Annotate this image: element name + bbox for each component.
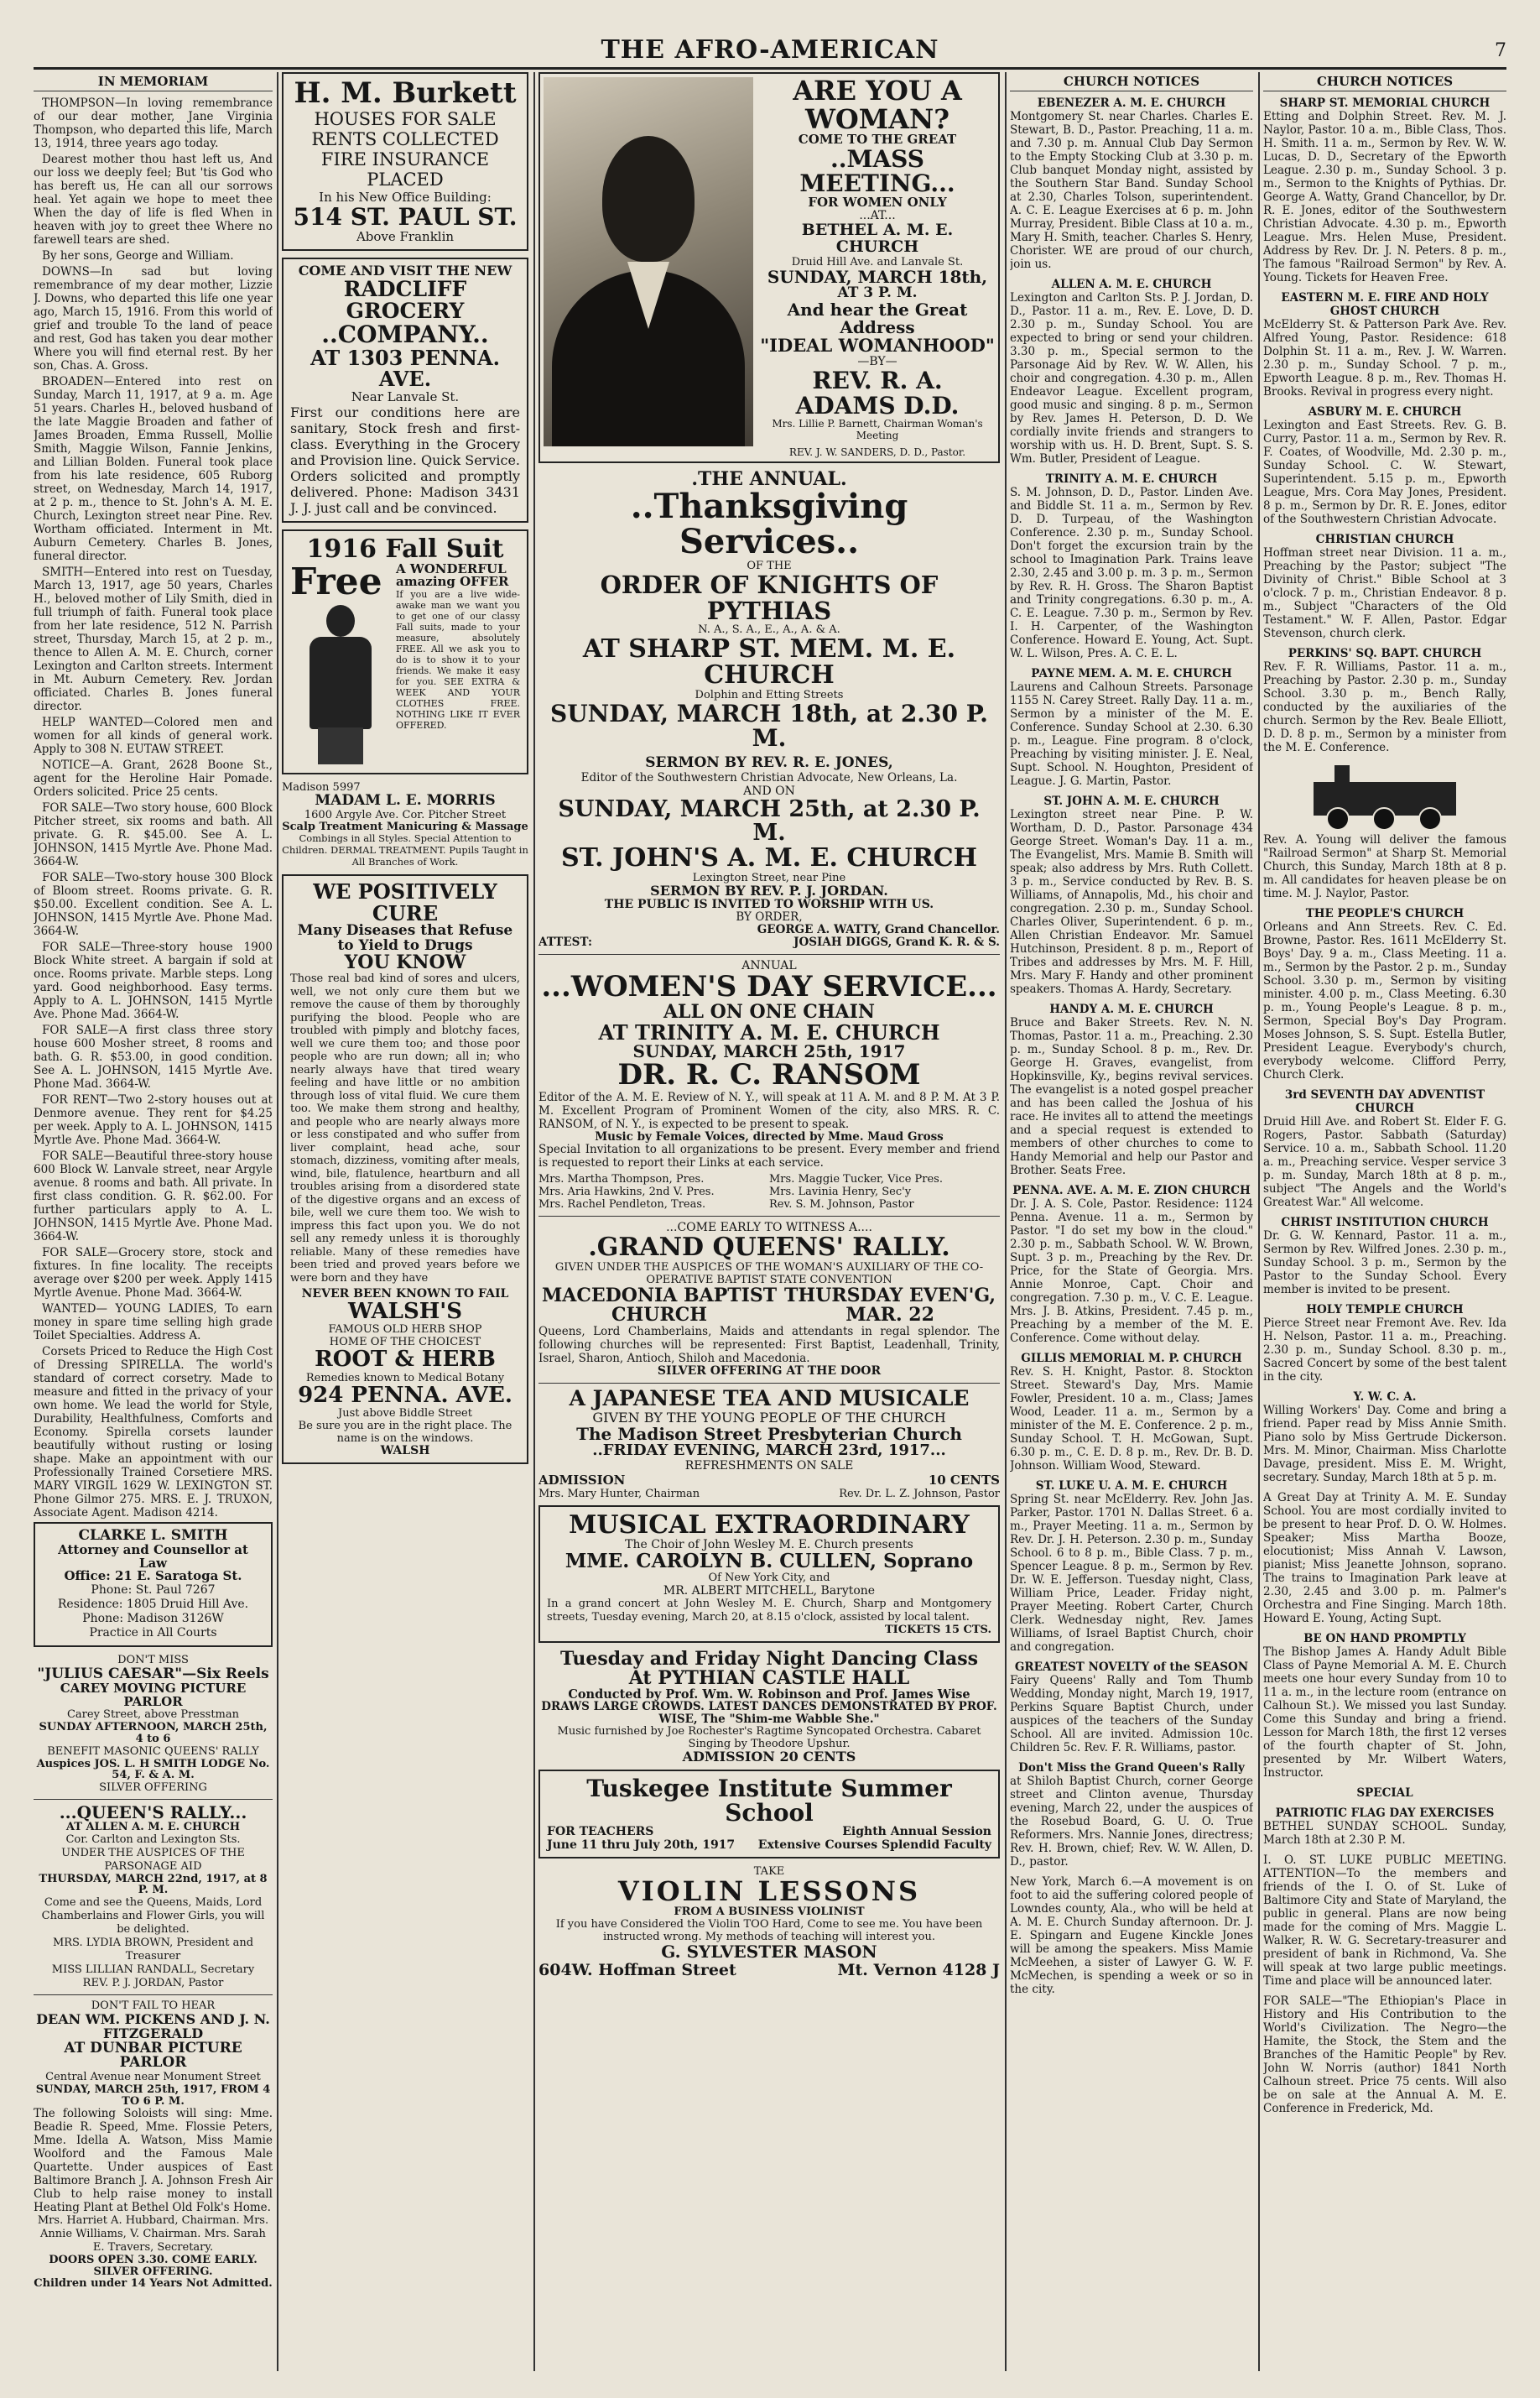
notice-title: PAYNE MEM. A. M. E. CHURCH <box>1031 667 1232 680</box>
suit-offer: A WONDERFUL amazing OFFER <box>396 560 509 590</box>
notice-body: Rev. F. R. Williams, Pastor. 11 a. m., Preaching by Pastor. 2.30 p. m., Sunday School. 3.30 p. m., Bench Rally, conducted by the auxiliaries of the church. Sermon by the Rev. Beale Elliott, D. D. 8 p. m., Sermon by a minister from the M. E. Conference. <box>1263 660 1506 754</box>
womens-music: Music by Female Voices, directed by Mme. Maud Gross <box>595 1130 944 1144</box>
dont-fail-label: DON'T FAIL TO HEAR <box>91 1999 216 2012</box>
notice-body: Lexington and East Streets. Rev. G. B. Curry, Pastor. 11 a. m., Sermon by Rev. R. F. Coates, of Woodville, Md. 2.30 p. m., Sunday School. C. W. Stewart, Superintendent. 5.15 p. m., Epworth League, Mrs. Cora May Jones, President. 8 p. m., Sermon by Dr. R. E. Jones, editor of the Southwestern Christian Advocate. <box>1263 419 1506 526</box>
walsh-address: 924 PENNA. AVE. <box>298 1382 512 1408</box>
suit-ad <box>282 529 528 774</box>
walsh-sure: Be sure you are in the right place. The name is on the windows. <box>298 1420 512 1446</box>
violin-name: G. SYLVESTER MASON <box>661 1941 877 1962</box>
violin-phone: Mt. Vernon 4128 J <box>837 1960 1000 1979</box>
church-notice <box>1263 1390 1506 1484</box>
thanks-by-order: BY ORDER, <box>736 910 803 925</box>
officer: Mrs. Rachel Pendleton, Treas. <box>538 1198 706 1212</box>
notice-title: PATRIOTIC FLAG DAY EXERCISES <box>1275 1806 1495 1820</box>
burkett-address: 514 ST. PAUL ST. <box>293 202 518 231</box>
suit-free: Free <box>290 560 382 603</box>
musical-soprano: MME. CAROLYN B. CULLEN, Soprano <box>564 1550 974 1573</box>
woman-speaker: REV. R. A. ADAMS D.D. <box>795 367 960 420</box>
violin-address: 604W. Hoffman Street <box>538 1960 736 1979</box>
classified-item: Corsets Priced to Reduce the High Cost of Dressing SPIRELLA. The world's standard of correct corsetry. Made to measure and fitted in the privacy of your own home. We lead the world for Style, Durability, Healthfulness, Comforts and Economy. Spirella corsets launder beautifully without rusting or losing shape. Make an appointment with our Professionally Trained Corsetiere MRS. MARY VIRGIL 1629 W. LEXINGTON ST. Phone Gilmor 275. MRS. E. J. TRUXON, Associate Agent. Madison 4214. <box>34 1345 273 1520</box>
notice-body: Dr. G. W. Kennard, Pastor. 11 a. m., Sermon by Rev. Wilfred Jones. 2.30 p. m., Sunday School. 3 p. m., Sermon by the Pastor to the Sunday School. Every member is invited to be present. <box>1263 1229 1506 1296</box>
womens-date: SUNDAY, MARCH 25th, 1917 <box>632 1041 906 1062</box>
cure-never-fail: NEVER BEEN KNOWN TO FAIL <box>301 1287 509 1301</box>
woman-mass-meeting: ..MASS MEETING... <box>799 144 955 198</box>
notice-title: Y. W. C. A. <box>1353 1390 1417 1404</box>
lawyer-practice: Practice in All Courts <box>89 1626 217 1640</box>
lawyer-name: CLARKE L. SMITH <box>78 1527 228 1544</box>
carey-address: Carey Street, above Presstman <box>66 1708 240 1722</box>
queens-rally-ad <box>538 1221 1000 1377</box>
thanks-abbr: N. A., S. A., E., A., A. & A. <box>698 623 840 636</box>
caesar-title: "JULIUS CAESAR"—Six Reels <box>37 1666 269 1683</box>
church-notice <box>1263 647 1506 754</box>
thanks-and-on: AND ON <box>743 784 795 798</box>
womens-special: Special Invitation to all organizations to be present. Every member and friend is requested to report their Links at each service. <box>538 1143 1000 1170</box>
notice-body: Rev. S. H. Knight, Pastor. 8. Stockton Street. Steward's Day, Mrs. Mamie Fowler, President. 10 a. m., Class; James Wood, Leader. 11 a. m., Sermon by a minister of the M. E. Conference. 2 p. m., Sunday School. T. H. McGowan, Supt. 6.30 p. m., C. E. D. 8 p. m., Rev. Dr. B. D. Johnson. William Wood, Steward. <box>1010 1365 1253 1473</box>
musical-body: In a grand concert at John Wesley M. E. Church, Sharp and Montgomery streets, Tuesday evening, March 20, at 8.15 o'clock, assisted by local talent. <box>547 1598 991 1624</box>
notice-body: I. O. ST. LUKE PUBLIC MEETING. ATTENTION—To the members and friends of the I. O. of St. Luke of Baltimore City and State of Maryland, the public in general. Plans are now being made for the coming of Mrs. Maggie L. Walker, R. W. G. Secretary-treasurer and president of bank in Richmond, Va. She will speak at two large public meetings. Time and place will be announced later. <box>1263 1853 1506 1988</box>
tea-price: 10 CENTS <box>928 1472 1000 1488</box>
queens-silver: SILVER OFFERING AT THE DOOR <box>657 1363 882 1378</box>
musical-ad <box>538 1505 1000 1643</box>
thanks-title: ..Thanksgiving Services.. <box>630 487 908 562</box>
section-header-church-2: CHURCH NOTICES <box>1263 72 1506 91</box>
burkett-houses: HOUSES FOR SALE <box>314 108 497 129</box>
notice-title: SPECIAL <box>1356 1786 1413 1800</box>
woman-by: —BY— <box>857 355 897 369</box>
notice-body: Rev. A. Young will deliver the famous "Railroad Sermon" at Sharp St. Memorial Church, this Sunday, March 18th at 8 p. m. All candidates for heaven please be on time. M. J. Naylor, Pastor. <box>1263 833 1506 900</box>
officer: Mrs. Martha Thompson, Pres. <box>538 1173 705 1186</box>
woman-address: Druid Hill Ave. and Lanvale St. <box>791 256 964 269</box>
dunbar-sig: Mrs. Harriet A. Hubbard, Chairman. Mrs. Annie Williams, V. Chairman. Mrs. Sarah E. Travers, Secretary. <box>37 2214 269 2255</box>
notice-body: Lexington and Carlton Sts. P. J. Jordan, D. D., Pastor. 11 a. m., Rev. E. Love, D. D. 2.30 p. m., Sunday School. You are expected to bring or send your children. 3.30 p. m., Special sermon to the Parsonage Aid by Rev. W. W. Allen, his choir and congregation. 4.30 p. m., Allen Endeavor League. Excellent program, good music and singing. 8 p. m., Sermon by Rev. James H. Peterson, D. D. We cordially invite friends and strangers to worship with us. H. D. Brent, Supt. S. S. Wm. Butler, President of League. <box>1010 291 1253 466</box>
thanks-order: ORDER OF KNIGHTS OF PYTHIAS <box>600 571 939 625</box>
grocery-body: First our conditions here are sanitary, Stock fresh and first-class. Everything in the Grocery and Provision line. Quick Service. Orders solicited and promptly delivered. Phone: Madison 3431 J. J. just call and be convinced. <box>290 404 520 517</box>
church-notices-list <box>1010 96 1253 1996</box>
notice-title: ST. JOHN A. M. E. CHURCH <box>1043 795 1220 808</box>
classified-item: SMITH—Entered into rest on Tuesday, March 13, 1917, age 50 years, Charles H., beloved mother of Lily Smith, died in full triumph of faith. Funeral took place from her late residence, 512 N. Parrish street, Thursday, March 15, at 2 p. m., thence to Allen A. M. E. Church, corner Lexington and Carlton streets. Interment in Mt. Auburn Cemetery. Rev. Jordan officiated. Charles B. Jones funeral director. <box>34 566 273 713</box>
officer: Mrs. Aria Hawkins, 2nd V. Pres. <box>538 1186 715 1199</box>
notice-body: Willing Workers' Day. Come and bring a friend. Paper read by Miss Annie Smith. Piano solo by Miss Gertrude Dickerson. Mrs. M. Minor, Chairman. Miss Charlotte Davage, president. Miss E. M. Wright, secretary. Sunday, March 18th at 5 p. m. <box>1263 1404 1506 1484</box>
classified-item: NOTICE—A. Grant, 2628 Boone St., agent for the Heroline Hair Pomade. Orders solicited. Price 25 cents. <box>34 758 273 799</box>
church-notice <box>1010 795 1253 996</box>
womens-body: Editor of the A. M. E. Review of N. Y., will speak at 11 A. M. and 8 P. M. At 3 P. M. Excellent Program of Prominent Women of the city, also MRS. R. C. RANSOM, of N. Y., is expected to be present to speak. <box>538 1091 1000 1132</box>
section-header-church: CHURCH NOTICES <box>1010 72 1253 91</box>
church-notice <box>1263 907 1506 1082</box>
classified-item: FOR RENT—Two 2-story houses out at Denmore avenue. They rent for $4.25 per week. Apply to A. L. JOHNSON, 1415 Myrtle Ave. Phone Mad. 3664-W. <box>34 1093 273 1147</box>
womens-speaker: DR. R. C. RANSOM <box>617 1058 921 1092</box>
lawyer-residence: Residence: 1805 Druid Hill Ave. <box>57 1598 249 1612</box>
church-notice <box>1010 1761 1253 1869</box>
tea-given: GIVEN BY THE YOUNG PEOPLE OF THE CHURCH <box>592 1409 946 1426</box>
lawyer-title: Attorney and Counsellor at Law <box>58 1541 248 1571</box>
queens-rally-body: Come and see the Queens, Maids, Lord Chamberlains and Flower Girls, you will be delighted. <box>41 1895 265 1936</box>
tea-refreshments: REFRESHMENTS ON SALE <box>684 1458 854 1473</box>
notice-body: Etting and Dolphin Street. Rev. M. J. Naylor, Pastor. 10 a. m., Bible Class, Thos. H. Smith. 11 a. m., Sermon by Rev. W. W. Lucas, D. D., Secretary of the Epworth League. 2.30 p. m., Sunday School. 3 p. m., Sermon to the Knights of Pythias. Dr. George A. Watty, Grand Chancellor, by Dr. R. E. Jones, editor of the Southwestern Christian Advocate. 4.30 p. m., Epworth League. Mrs. Helen Muse, President. Address by Rev. Dr. J. N. Peters. 8 p. m., The famous "Railroad Sermon" by Rev. A. Young. Tickets for Heaven Free. <box>1263 110 1506 284</box>
speaker-portrait <box>544 77 753 446</box>
notice-body: Fairy Queens' Rally and Tom Thumb Wedding, Monday night, March 19, 1917, Perkins Square Baptist Church, under auspices of the teachers of the Sunday School. All are invited. Admission 10c. Children 5c. Rev. F. R. Williams, pastor. <box>1010 1674 1253 1754</box>
masthead <box>34 34 1506 70</box>
notice-body: Pierce Street near Fremont Ave. Rev. Ida H. Nelson, Pastor. 11 a. m., Preaching. 2.30 p. m., Sunday School. 8.30 p. m., Sacred Concert by some of the best talent in the city. <box>1263 1316 1506 1384</box>
church-notice <box>1010 667 1253 788</box>
church-notice <box>1010 96 1253 271</box>
thanks-public: THE PUBLIC IS INVITED TO WORSHIP WITH US. <box>604 897 934 911</box>
queens-rally-date: THURSDAY, MARCH 22nd, 1917, at 8 P. M. <box>39 1872 268 1897</box>
church-notice <box>1010 1003 1253 1177</box>
classified-list <box>34 96 273 1520</box>
tuskegee-courses: Extensive Courses Splendid Faculty <box>757 1838 991 1853</box>
church-notice <box>1263 1303 1506 1384</box>
womens-chain: ALL ON ONE CHAIN <box>663 1001 876 1024</box>
suit-title: 1916 Fall Suit <box>306 534 504 565</box>
woman-only: FOR WOMEN ONLY <box>808 194 947 210</box>
musical-choir: The Choir of John Wesley M. E. Church presents <box>625 1538 913 1552</box>
church-notice <box>1010 1184 1253 1345</box>
queens-title: .GRAND QUEENS' RALLY. <box>588 1233 950 1263</box>
notice-title: EASTERN M. E. FIRE AND HOLY GHOST CHURCH <box>1281 291 1489 318</box>
church-notice <box>1263 1491 1506 1625</box>
officer: Mrs. Maggie Tucker, Vice Pres. <box>769 1173 943 1186</box>
womens-church: AT TRINITY A. M. E. CHURCH <box>598 1020 940 1045</box>
dance-draws: DRAWS LARGE CROWDS. LATEST DANCES DEMONSTRATED BY PROF. WISE, The "Shim-me Wabble She." <box>541 1700 997 1726</box>
dunbar-body: The following Soloists will sing: Mme. Beadie R. Speed, Mme. Flossie Peters, Mme. Idella A. Watson, Miss Mamie Woolford and the Famous Male Quartette. Under auspices of East Baltimore Branch J. A. Johnson Fresh Air Club to help raise money to install Heating Plant at Bethel Old Folk's Home. <box>34 2107 273 2215</box>
carey-date: SUNDAY AFTERNOON, MARCH 25th, 4 to 6 <box>39 1721 268 1746</box>
violin-title: VIOLIN LESSONS <box>617 1875 921 1908</box>
queens-rally-auspices: UNDER THE AUSPICES OF THE PARSONAGE AID <box>61 1846 245 1873</box>
notice-body: Dr. J. A. S. Cole, Pastor. Residence: 1124 Penna. Avenue. 11 a. m., Sermon by Pastor. "I do set my bow in the cloud." 2.30 p. m., Sabbath School. W. W. Brown, Supt. 3 p. m., Preaching by the Rev. Dr. Price, for the State of Georgia. Mrs. Annie Monroe, Capt. Choir and congregation. 7.30 p. m., V. C. E. League. Mrs. J. B. Atkins, President. 7.45 p. m., Preaching by a member of the M. E. Conference. Come without delay. <box>1010 1197 1253 1345</box>
church-notices-list-2 <box>1263 96 1506 2115</box>
suit-body: If you are a live wide-awake man we want you to get one of our classy Fall suits, made to your measure, absolutely FREE. All we ask you to do is to show it to your friends. We make it easy for you. SEE EXTRA & WEEK AND YOUR CLOTHES FREE. NOTHING LIKE IT EVER OFFERED. <box>396 589 520 732</box>
thanks-sig2: JOSIAH DIGGS, Grand K. R. & S. <box>793 936 1000 950</box>
tea-admission: ADMISSION <box>538 1472 626 1488</box>
burkett-above: Above Franklin <box>356 229 455 245</box>
thanks-attest: ATTEST: <box>538 936 592 950</box>
carey-parlor: CAREY MOVING PICTURE PARLOR <box>60 1680 247 1709</box>
walsh-home: HOME OF THE CHOICEST <box>329 1336 481 1349</box>
notice-body: Hoffman street near Division. 11 a. m., Preaching by the Pastor; subject "The Divinity of Christ." Bible School at 3 o'clock. 7 p. m., Christian Endeavor. 8 p. m., Subject "Characters of the Old Testament." W. F. Allen, Pastor. Edgar Stevenson, church clerk. <box>1263 546 1506 640</box>
thanks-church: AT SHARP ST. MEM. M. E. CHURCH <box>582 633 956 691</box>
tuskegee-teachers: FOR TEACHERS <box>547 1825 654 1839</box>
thanks-sermon2: SERMON BY REV. P. J. JORDAN. <box>650 882 888 899</box>
notice-body: Montgomery St. near Charles. Charles E. Stewart, B. D., Pastor. Preaching, 11 a. m. and 7.30 p. m. Annual Club Day Sermon to the Empty Stocking Club at 3.30 p. m. Club banquet Monday night, assisted by the Southern Star Band. Sunday School at 2.30, Charles Tolson, superintendent. A. C. E. League Exercises at 6 p. m. John Murray, President. Bible Class at 10 a. m., Mary H. Smith, teacher. Charles S. Henry, Chorister. WE are proud of our church, join us. <box>1010 110 1253 271</box>
walsh-name: WALSH'S <box>347 1299 463 1325</box>
queens-church: MACEDONIA BAPTIST CHURCH <box>541 1284 778 1326</box>
woman-date: SUNDAY, MARCH 18th, <box>767 267 988 288</box>
burkett-ad <box>282 72 528 251</box>
carey-benefit: BENEFIT MASONIC QUEENS' RALLY <box>47 1744 259 1758</box>
grocery-visit: COME AND VISIT THE NEW <box>298 263 512 279</box>
classified-item: HELP WANTED—Colored men and women for all kinds of general work. Apply to 308 N. EUTAW STREET. <box>34 716 273 756</box>
notice-title: ST. LUKE U. A. M. E. CHURCH <box>1035 1479 1228 1493</box>
notice-body: The Bishop James A. Handy Adult Bible Class of Payne Memorial A. M. E. Church meets one hour every Sunday from 10 to 11 a. m., in the lecture room (entrance on Calhoun St.). We missed you last Sunday. Come this Sunday and bring a friend. Lesson for March 18th, the first 12 verses of the fourth chapter of St. John, presented by Mr. Wilbert Waters, Instructor. <box>1263 1645 1506 1780</box>
church-notice <box>1263 833 1506 900</box>
queens-rally-corner: Cor. Carlton and Lexington Sts. <box>65 1832 241 1846</box>
officer: Rev. S. M. Johnson, Pastor <box>769 1198 914 1212</box>
lawyer-office: Office: 21 E. Saratoga St. <box>64 1568 242 1584</box>
grocery-ad <box>282 258 528 523</box>
dunbar-parlor: AT DUNBAR PICTURE PARLOR <box>64 2039 242 2072</box>
classified-item: DOWNS—In sad but loving remembrance of my dear mother, Lizzie J. Downs, who departed this life one year ago, March 15, 1916. From this world of grief and trouble To the land of peace and rest, God has taken you dear mother Where you will find eternal rest. By her son, Chas. A. Gross. <box>34 265 273 373</box>
column-church-notices-1 <box>1010 72 1253 2371</box>
notice-title: THE PEOPLE'S CHURCH <box>1305 907 1465 920</box>
officer: Mrs. Lavinia Henry, Sec'y <box>769 1186 912 1199</box>
lawyer-ad <box>34 1522 273 1647</box>
cure-title: WE POSITIVELY CURE <box>313 879 497 925</box>
notice-title: BE ON HAND PROMPTLY <box>1303 1632 1466 1645</box>
dunbar-children: Children under 14 Years Not Admitted. <box>34 2276 273 2290</box>
violin-body: If you have Considered the Violin TOO Hard, Come to see me. You have been instructed wrong. My methods of teaching will interest you. <box>555 1917 983 1943</box>
woman-pastor: REV. J. W. SANDERS, D. D., Pastor. <box>788 446 966 459</box>
tuskegee-title: Tuskegee Institute Summer School <box>586 1774 952 1827</box>
column-rule <box>277 72 278 2371</box>
classified-item: FOR SALE—Grocery store, stock and fixtures. In fine locality. The receipts average over $200 per week. Apply 1415 Myrtle Avenue. Phone Mad. 3664-W. <box>34 1246 273 1300</box>
notice-body: at Shiloh Baptist Church, corner George street and Clinton avenue, Thursday evening, March 22, under the auspices of the Rosebud Board, G. U. O. True Reformers. Mrs. Nannie Jones, directress; Rev. H. Brown, chief; Rev. W. W. Allen, D. D., pastor. <box>1010 1775 1253 1869</box>
woman-title: ARE YOU A WOMAN? <box>793 75 962 135</box>
portrait-photo <box>544 77 753 458</box>
morris-services: Scalp Treatment Manicuring & Massage <box>282 820 528 833</box>
column-rule <box>1258 72 1260 2371</box>
church-notice <box>1010 472 1253 660</box>
morris-ad <box>282 781 528 868</box>
church-notice <box>1010 1479 1253 1654</box>
morris-details: Combings in all Styles. Special Attention to Children. DERMAL TREATMENT. Pupils Taught in All Branches of Work. <box>282 832 528 868</box>
japanese-tea-ad <box>538 1385 1000 1500</box>
classified-item: Dearest mother thou hast left us, And our loss we deeply feel; But 'tis God who has bereft us, He can all our sorrows heal. Yet again we hope to meet thee When the day of life is fled When in heaven with joy to greet thee Where no farewell tears are shed. <box>34 153 273 247</box>
notice-title: HOLY TEMPLE CHURCH <box>1306 1303 1464 1316</box>
classified-item: FOR SALE—Two-story house 300 Block of Bloom street. Rooms private. G. R. $50.00. Excellent condition. See A. L. JOHNSON, 1415 Myrtle Ave. Phone Mad. 3664-W. <box>34 871 273 938</box>
walsh-remedies: Remedies known to Medical Botany <box>305 1371 505 1384</box>
dance-music: Music furnished by Joe Rochester's Ragtime Syncopated Orchestra. Cabaret Singing by Theodore Upshur. <box>557 1724 981 1750</box>
queens-rally-church: AT ALLEN A. M. E. CHURCH <box>65 1821 241 1833</box>
musical-title: MUSICAL EXTRAORDINARY <box>569 1509 970 1540</box>
queens-come-early: ...COME EARLY TO WITNESS A.... <box>666 1221 872 1235</box>
locomotive-illustration <box>1288 761 1481 828</box>
thanks-editor: Editor of the Southwestern Christian Advocate, New Orleans, La. <box>580 770 958 785</box>
morris-name: MADAM L. E. MORRIS <box>315 791 496 809</box>
page-number: 7 <box>1495 40 1506 61</box>
tea-date: ..FRIDAY EVENING, MARCH 23rd, 1917... <box>592 1441 946 1459</box>
notice-title: ALLEN A. M. E. CHURCH <box>1051 278 1212 291</box>
classified-item: FOR SALE—Beautiful three-story house 600 Block W. Lanvale street, near Argyle avenue. 8 rooms and bath. All private. In first class condition. G. R. $62.00. For further particulars apply to A. L. JOHNSON, 1415 Myrtle Ave. Phone Mad. 3664-W. <box>34 1149 273 1243</box>
classified-item: THOMPSON—In loving remembrance of our dear mother, Jane Virginia Thompson, who departed this life, March 13, 1914, three years ago today. <box>34 96 273 150</box>
notice-title: ASBURY M. E. CHURCH <box>1308 405 1462 419</box>
womens-day-ad <box>538 959 1000 1211</box>
thanksgiving-ad <box>538 470 1000 949</box>
musical-barytone: MR. ALBERT MITCHELL, Barytone <box>663 1584 876 1598</box>
queens-date: THURSDAY EVEN'G, MAR. 22 <box>784 1284 996 1326</box>
church-notice <box>1010 1660 1253 1754</box>
thanks-church2: ST. JOHN'S A. M. E. CHURCH <box>561 843 977 873</box>
walsh-above: Just above Biddle Street <box>338 1407 472 1421</box>
classified-item: FOR SALE—Two story house, 600 Block Pitcher street, six rooms and bath. All private. G. R. $45.00. See A. L. JOHNSON, 1415 Myrtle Ave. Phone Mad. 3664-W. <box>34 801 273 868</box>
column-rule <box>533 72 535 2371</box>
cure-subtitle: Many Diseases that Refuse to Yield to Drugs <box>297 921 513 954</box>
womens-title: ...WOMEN'S DAY SERVICE... <box>541 970 997 1004</box>
notice-title: EBENEZER A. M. E. CHURCH <box>1037 96 1226 110</box>
queens-auspices: GIVEN UNDER THE AUSPICES OF THE WOMAN'S AUXILIARY OF THE CO-OPERATIVE BAPTIST STATE CONVENTION <box>554 1260 984 1286</box>
dance-conducted: Conducted by Prof. Wm. W. Robinson and Prof. James Wise <box>568 1687 970 1702</box>
woman-chairman: Mrs. Lillie P. Barnett, Chairman Woman's Meeting <box>772 418 983 442</box>
church-notice <box>1263 96 1506 284</box>
notice-body: Laurens and Calhoun Streets. Parsonage 1155 N. Carey Street. Rally Day. 11 a. m., Sermon by a minister of the M. E. Conference. Sunday School at 2.30. 6.30 p. m., League. Fine program. 8 o'clock, Preaching by visiting minister. J. E. Neal, Supt. School. N. Houghton, President of League. J. G. Martin, Pastor. <box>1010 680 1253 788</box>
morris-phone: Madison 5997 <box>282 780 361 794</box>
church-notice <box>1263 1216 1506 1296</box>
tea-chairman: Mrs. Mary Hunter, Chairman <box>538 1487 700 1500</box>
notice-title: PERKINS' SQ. BAPT. CHURCH <box>1288 647 1482 660</box>
morris-address: 1600 Argyle Ave. Cor. Pitcher Street <box>304 808 507 821</box>
carey-silver: SILVER OFFERING <box>99 1781 207 1794</box>
queens-rally-sig1: MRS. LYDIA BROWN, President and Treasurer <box>52 1936 254 1963</box>
section-header-memoriam: IN MEMORIAM <box>34 72 273 91</box>
church-notice <box>1010 1875 1253 1996</box>
queens-rally-pastor: REV. P. J. JORDAN, Pastor <box>82 1976 224 1989</box>
notice-body: Orleans and Ann Streets. Rev. C. Ed. Browne, Pastor. Res. 1611 McElderry St. Boys' Day. 9 a. m., Class Meeting. 11 a. m., Sermon by the Pastor. 2 p. m., Sunday School. 3.30 p. m., Sermon by visiting minister. 4.00 p. m., Class Meeting. 6.30 p. m., Young People's League. 8 p. m., Sermon, Special Boy's Day Program. Moses Johnson, S. S. Supt. Estella Butler, President League. Everybody's church, everybody welcome. Clifford Perry, Church Clerk. <box>1263 920 1506 1082</box>
column-memoriam <box>34 72 273 2371</box>
tea-title: A JAPANESE TEA AND MUSICALE <box>569 1385 970 1410</box>
dunbar-doors: DOORS OPEN 3.30. COME EARLY. SILVER OFFERING. <box>49 2254 258 2279</box>
classified-item: By her sons, George and William. <box>42 249 234 263</box>
walsh-signature: WALSH <box>380 1444 430 1458</box>
grocery-company: ..COMPANY.. <box>321 321 489 349</box>
woman-time: AT 3 P. M. <box>837 284 918 302</box>
woman-hear: And hear the Great Address <box>787 300 968 338</box>
thanks-date: SUNDAY, MARCH 18th, at 2.30 P. M. <box>550 699 988 753</box>
burkett-office: In his New Office Building: <box>319 189 492 205</box>
thanks-streets: Dolphin and Etting Streets <box>695 688 844 701</box>
notice-body: A Great Day at Trinity A. M. E. Sunday School. You are most cordially invited to be present to hear Prof. D. O. W. Holmes. Speaker; Miss Martha Booze, elocutionist; Miss Annah V. Lawson, pianist; Miss Jeanette Johnson, soprano. The trains to Imagination Park leave at 2.30, 2.45 and 3.00 p. m. Palmer's Orchestra and Fine Singing. March 18th. Howard E. Young, Acting Supt. <box>1263 1491 1506 1625</box>
notice-body: FOR SALE—"The Ethiopian's Place in History and His Contribution to the World's Civilization. The Negro—the Hamite, the Stock, the Stem and the Branches of the Hamitic People" by Rev. John W. Norris (author) 1841 North Calhoun street. Price 75 cents. Will also be on sale at the Annual A. M. E. Conference in Frederick, Md. <box>1263 1994 1506 2115</box>
church-notice <box>1263 405 1506 526</box>
woman-topic: "IDEAL WOMANHOOD" <box>760 335 995 357</box>
classified-item: BROADEN—Entered into rest on Sunday, March 11, 1917, at 9 a. m. Age 51 years. Charles H., beloved husband of the late Maggie Broaden and father of James Broaden, Emma Russell, Mollie Smith, Maggie Wilson, Fannie Jenkins, and Lillian Bolden. Funeral took place from his late residence, 605 Ruborg street, on Wednesday, March 14, 1917, at 2 p. m., thence to St. John's A. M. E. Church, Lexington street near Pine. Rev. Wortham officiated. Interment in Mt. Auburn Cemetery. Charles B. Jones, funeral director. <box>34 375 273 563</box>
notice-title: PENNA. AVE. A. M. E. ZION CHURCH <box>1012 1184 1251 1197</box>
musical-of: Of New York City, and <box>708 1572 830 1585</box>
tuskegee-session: Eighth Annual Session <box>842 1825 991 1839</box>
woman-meeting-ad <box>538 72 1000 463</box>
notice-body: S. M. Johnson, D. D., Pastor. Linden Ave. and Biddle St. 11 a. m., Sermon by Rev. D. D. Turpeau, of the Washington Conference. 2.30 p. m., Sunday School. Don't forget the excursion train by the school to Imagination Park. Trains leave 2.30, 2.45 and 3.00 p. m. 3 p. m., Sermon by Rev. R. H. Gross. The Sharon Baptist and Trinity congregations. 6.30 p. m., A. C. E. League. 7.30 p. m., Sermon by Rev. I. H. Carpenter, of the Washington Conference. Howard E. Young, Act. Supt. W. L. Wilson, Pres. A. C. E. L. <box>1010 486 1253 660</box>
womens-officers <box>538 1173 1000 1211</box>
thanks-date2: SUNDAY, MARCH 25th, at 2.30 P. M. <box>558 795 981 846</box>
woman-come: COME TO THE GREAT <box>798 132 957 148</box>
church-notice <box>1010 1352 1253 1473</box>
burkett-insurance: FIRE INSURANCE PLACED <box>320 149 490 190</box>
dont-miss-label: DON'T MISS <box>117 1654 189 1667</box>
queens-rally-sig2: MISS LILLIAN RANDALL, Secretary <box>51 1963 255 1976</box>
notice-body: Druid Hill Ave. and Robert St. Elder F. G. Rogers, Pastor. Sabbath (Saturday) Service. 10 a. m., Sabbath School. 11.20 a. m., Preaching service. Vesper service 3 p. m. Sunday, March 18th at 8 p. m., subject "The Angels and the World's Greatest War." All welcome. <box>1263 1115 1506 1209</box>
notice-title: HANDY A. M. E. CHURCH <box>1049 1003 1214 1016</box>
dance-title: Tuesday and Friday Night Dancing Class <box>559 1648 979 1671</box>
notice-title: CHRISTIAN CHURCH <box>1315 533 1454 546</box>
notice-title: SHARP ST. MEMORIAL CHURCH <box>1279 96 1491 110</box>
church-notice <box>1263 1088 1506 1209</box>
violin-from: FROM A BUSINESS VIOLINIST <box>674 1905 865 1918</box>
church-notice <box>1263 1806 1506 1847</box>
church-notice <box>1263 1994 1506 2115</box>
thanks-sermon: SERMON BY REV. R. E. JONES, <box>645 753 893 771</box>
violin-take: TAKE <box>753 1865 785 1879</box>
musical-tickets: TICKETS 15 CTS. <box>885 1624 991 1637</box>
grocery-name: RADCLIFF GROCERY <box>343 276 467 324</box>
lawyer-phone: Phone: St. Paul 7267 <box>91 1583 216 1598</box>
church-notice <box>1263 1853 1506 1988</box>
dunbar-address: Central Avenue near Monument Street <box>45 2071 261 2084</box>
column-ads <box>282 72 528 2371</box>
burkett-name: H. M. Burkett <box>294 76 517 110</box>
woman-at: ...AT... <box>859 209 896 223</box>
thanks-streets2: Lexington Street, near Pine <box>692 871 846 884</box>
carey-auspices: Auspices JOS. L. H SMITH LODGE No. 54, F. & A. M. <box>36 1757 270 1782</box>
womens-annual: ANNUAL <box>741 959 797 973</box>
church-notice <box>1010 278 1253 466</box>
column-center <box>538 72 1000 2371</box>
classified-item: FOR SALE—Three-story house 1900 Block White street. A bargain if sold at once. Rooms private. Marble steps. Long yard. Good neighborhood. Easy terms. Apply to A. L. JOHNSON, 1415 Myrtle Ave. Phone Mad. 3664-W. <box>34 941 273 1021</box>
notice-title: GREATEST NOVELTY of the SEASON <box>1014 1660 1249 1674</box>
notice-title: GILLIS MEMORIAL M. P. CHURCH <box>1021 1352 1242 1365</box>
cure-body: Those real bad kind of sores and ulcers, well, we not only cure them but we remove the cause of them by thoroughly purifying the blood. People who are troubled with pimply and blotchy faces, well we cure them too; and those poor people who are run down; all in; who nearly always have that tired weary feeling and have little or no ambition through loss of vital fluid. We cure them too. We make them strong and healthy, and people who are nearly always more or less constipated and who suffer from liver complaint, head ache, sour stomach, dizziness, vomiting after meals, wind, bile, flatulence, heartburn and all troubles arising from a disordered state of the digestive organs and an excess of bile, well we cure them too. We wish to impress this fact upon you. We do not sell any remedy unless it is thoroughly reliable. Many of these remedies have been tried and proved years before we were born and they have <box>290 972 520 1285</box>
notice-body: Lexington street near Pine. P. W. Wortham, D. D., Pastor. Parsonage 434 George Street. Woman's Day. 11 a. m., The Evangelist, Mrs. Mamie B. Smith will speak; also address by Mrs. Ruth Collett. 3 p. m., Service conducted by Rev. B. S. Williams, of Annapolis, Md., his choir and congregation. 2.30 p. m., Sunday School. Charles Oliver, Superintendent. 6 p. m., Allen Christian Endeavor. Mr. Samuel Hutchinson, President. 8 p. m., Report of Tribes and addresses by Mrs. M. F. Hill, Mrs. Mary F. Handy and other prominent speakers. Thomas A. Hardy, Secretary. <box>1010 808 1253 996</box>
violin-ad <box>538 1865 1000 1978</box>
church-notice <box>1263 1632 1506 1780</box>
walsh-famous: FAMOUS OLD HERB SHOP <box>328 1323 482 1337</box>
notice-body: Bruce and Baker Streets. Rev. N. N. Thomas, Pastor. 11 a. m., Preaching. 2.30 p. m., Sunday School. 8 p. m., Rev. Dr. George H. Graves, evangelist, from Hopkinsville, Ky., begins revival services. The evangelist is a noted gospel preacher and has been called the Joshua of his race. He invites all to attend the meetings and a special request is extended to members of other churches to come to Handy Memorial and help our Pastor and Brother. Seats Free. <box>1010 1016 1253 1177</box>
woman-church: BETHEL A. M. E. CHURCH <box>801 221 954 257</box>
queens-rally-title: ...QUEEN'S RALLY... <box>59 1802 247 1822</box>
column-rule <box>1005 72 1007 2371</box>
thanks-sig1: GEORGE A. WATTY, Grand Chancellor. <box>757 923 1000 937</box>
burkett-rents: RENTS COLLECTED <box>311 128 499 149</box>
dance-class-ad <box>538 1650 1000 1765</box>
dunbar-date: SUNDAY, MARCH 25th, 1917, FROM 4 TO 6 P. M. <box>35 2083 271 2108</box>
tuskegee-ad <box>538 1770 1000 1859</box>
notice-title: 3rd SEVENTH DAY ADVENTIST CHURCH <box>1284 1088 1485 1115</box>
church-notice <box>1263 1786 1506 1800</box>
tuskegee-dates: June 11 thru July 20th, 1917 <box>547 1838 736 1853</box>
queens-body: Queens, Lord Chamberlains, Maids and attendants in regal splendor. The following churches will be represented: First Baptist, Leadenhall, Trinity, Israel, Sharon, Antioch, Shiloh and Macedonia. <box>538 1324 1000 1365</box>
church-notice <box>1263 533 1506 640</box>
notice-title: CHRIST INSTITUTION CHURCH <box>1281 1216 1489 1229</box>
dance-admission: ADMISSION 20 CENTS <box>682 1748 856 1765</box>
dean-pickens: DEAN WM. PICKENS AND J. N. FITZGERALD <box>36 2010 270 2041</box>
cure-you-know: YOU KNOW <box>344 951 466 974</box>
notice-body: McElderry St. & Patterson Park Ave. Rev. Alfred Young, Pastor. Residence: 618 Dolphin St. 11 a. m., Rev. J. W. Warren. 2.30 p. m., Sunday School. 7 p. m., Epworth League. 8 p. m., Rev. Thomas H. Brooks. Revival in progress every night. <box>1263 318 1506 399</box>
paper-title: THE AFRO-AMERICAN <box>601 35 939 65</box>
church-notice <box>1263 291 1506 399</box>
man-figure-illustration <box>294 605 387 764</box>
grocery-address: AT 1303 PENNA. AVE. <box>310 345 500 391</box>
grocery-near: Near Lanvale St. <box>351 389 460 405</box>
tea-church: The Madison Street Presbyterian Church <box>576 1423 962 1444</box>
notice-body: BETHEL SUNDAY SCHOOL. Sunday, March 18th at 2.30 P. M. <box>1263 1820 1506 1847</box>
thanks-of: OF THE <box>747 560 792 573</box>
classified-item: FOR SALE—A first class three story house 600 Mosher street, 8 rooms and bath. G. R. $53.00, in good condition. See A. L. JOHNSON, 1415 Myrtle Ave. Phone Mad. 3664-W. <box>34 1024 273 1091</box>
walsh-ad <box>282 874 528 1463</box>
notice-body: Spring St. near McElderry. Rev. John Jas. Parker, Pastor. 1701 N. Dallas Street. 6 a. m., Prayer Meeting. 11 a. m., Sermon by Rev. Dr. J. H. Peterson. 2.30 p. m., Sunday School. 6 to 8 p. m., Bible Class. 7 p. m., Spencer League. 8 p. m., Sermon by Rev. Dr. W. E. Jefferson. Tuesday night, Class, William Price, Leader. Friday night, Prayer Meeting. Robert Carter, Church Clerk. Wednesday night, Rev. James Williams, of Israel Baptist Church, choir and congregation. <box>1010 1493 1253 1654</box>
classified-item: WANTED— YOUNG LADIES, To earn money in spare time selling high grade Toilet Specialties. Address A. <box>34 1302 273 1342</box>
events-block <box>34 1654 273 2289</box>
thanks-annual: .THE ANNUAL. <box>691 468 847 491</box>
notice-body: New York, March 6.—A movement is on foot to aid the suffering colored people of Lowndes county, Ala., who will be held at A. M. E. Church Sunday afternoon. Dr. J. E. Spingarn and Eugene Kinckle Jones will be among the speakers. Miss Mamie McMeehen, a sister of Lawyer G. W. F. McMechen, is spending a week or so in the city. <box>1010 1875 1253 1996</box>
notice-title: TRINITY A. M. E. CHURCH <box>1045 472 1218 486</box>
dance-hall: At PYTHIAN CASTLE HALL <box>628 1667 910 1690</box>
notice-title: Don't Miss the Grand Queen's Rally <box>1018 1761 1245 1775</box>
column-church-notices-2 <box>1263 72 1506 2371</box>
tea-pastor: Rev. Dr. L. Z. Johnson, Pastor <box>839 1487 1000 1500</box>
lawyer-phone-2: Phone: Madison 3126W <box>82 1612 224 1626</box>
walsh-root: ROOT & HERB <box>315 1347 496 1373</box>
